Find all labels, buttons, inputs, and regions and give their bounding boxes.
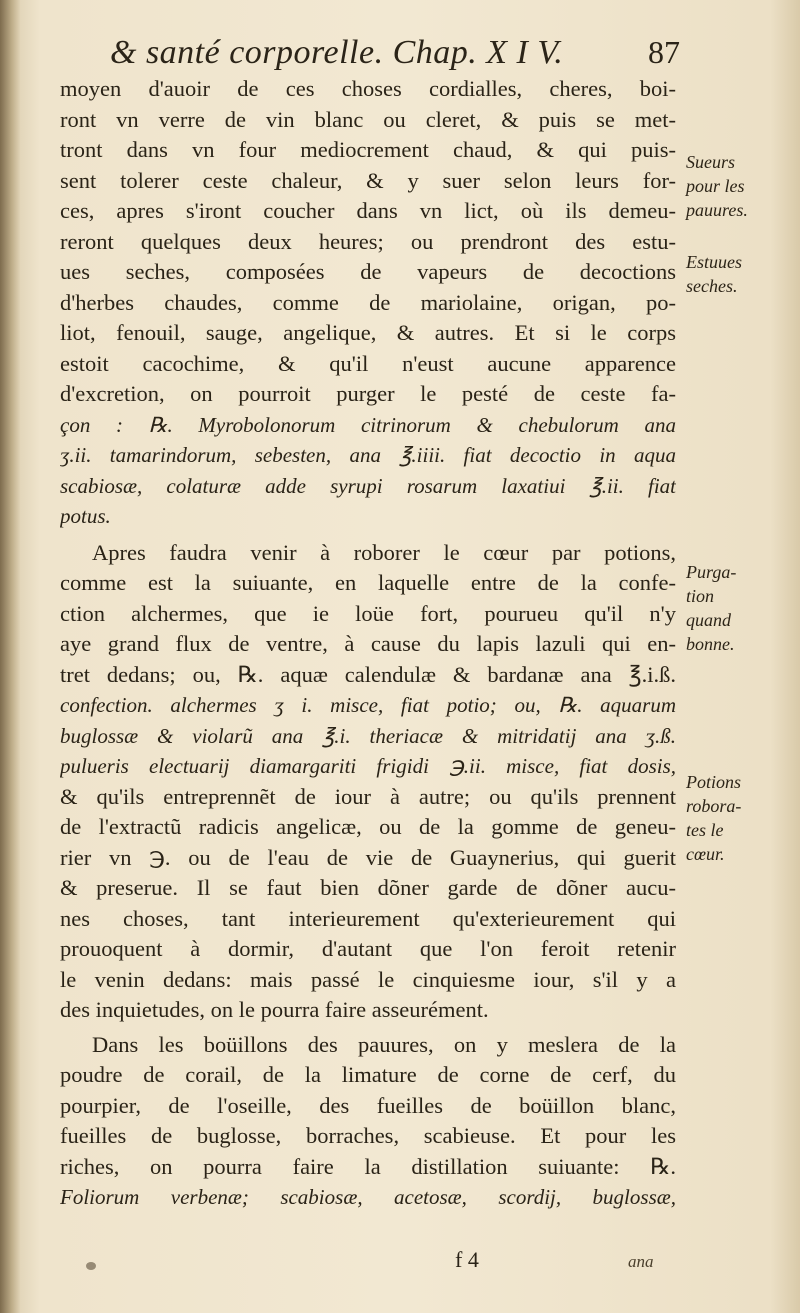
- text-line: Foliorum verbenæ; scabiosæ, acetosæ, scordij, buglossæ,: [60, 1185, 676, 1209]
- text-line: nes choses, tant interieurement qu'exterieurement qui: [60, 905, 676, 931]
- text-line: buglossæ & violarũ ana ℥.i. theriacæ & mitridatij ana ʒ.ß.: [60, 723, 676, 748]
- catchword: ana: [628, 1252, 654, 1271]
- text-line: des inquietudes, on le pourra faire asseurément.: [60, 997, 489, 1022]
- signature-mark: f 4: [455, 1247, 479, 1272]
- margin-note-line: seches.: [686, 276, 738, 296]
- text-line: tront dans vn four mediocrement chaud, & qui puis-: [60, 137, 676, 162]
- text-line: tret dedans; ou, ℞. aquæ calendulæ & bardanæ ana ℥.i.ß.: [60, 661, 676, 687]
- text-line: sent tolerer ceste chaleur, & y suer selon leurs for-: [60, 167, 676, 193]
- margin-note-line: robora-: [686, 796, 742, 816]
- margin-note-line: tes le: [686, 820, 724, 840]
- text-line: moyen d'auoir de ces choses cordialles, cheres, boi-: [60, 76, 676, 101]
- margin-note: [686, 250, 796, 298]
- margin-note-line: cœur.: [686, 844, 725, 864]
- margin-note-line: Purga-: [686, 562, 737, 582]
- text-line: pourpier, de l'oseille, des fueilles de boüillon blanc,: [60, 1092, 676, 1118]
- text-line: poudre de corail, de la limature de corne de cerf, du: [60, 1062, 676, 1087]
- text-line: scabiosæ, colaturæ adde syrupi rosarum laxatiui ℥.ii. fiat: [60, 473, 676, 498]
- text-line: & qu'ils entreprennẽt de iour à autre; ou qu'ils prennent: [60, 783, 676, 809]
- text-line: d'herbes chaudes, comme de mariolaine, origan, po-: [60, 289, 676, 315]
- text-line: ront vn verre de vin blanc ou cleret, & puis se met-: [60, 106, 676, 132]
- margin-note-line: Potions: [686, 772, 742, 792]
- text-line: ues seches, composées de vapeurs de decoctions: [60, 259, 676, 284]
- text-line: riches, on pourra faire la distillation suiuante: ℞.: [60, 1153, 676, 1179]
- text-line: de l'extractũ radicis angelicæ, ou de la gomme de geneu-: [60, 814, 676, 839]
- text-line: fueilles de buglosse, borraches, scabieuse. Et pour les: [60, 1123, 676, 1148]
- text-line: rier vn ℈. ou de l'eau de vie de Guaynerius, qui guerit: [60, 844, 676, 870]
- text-line: reront quelques deux heures; ou prendront des estu-: [60, 228, 676, 254]
- margin-note-line: tion: [686, 586, 715, 606]
- page-number: 87: [648, 34, 680, 70]
- text-line: prouoquent à dormir, d'autant que l'on feroit retenir: [60, 936, 676, 961]
- margin-note-line: Sueurs: [686, 152, 735, 172]
- text-line: aye grand flux de ventre, à cause du lapis lazuli qui en-: [60, 631, 676, 656]
- text-line: potus.: [60, 504, 111, 528]
- margin-note-line: Estuues: [686, 252, 742, 272]
- margin-note: [686, 770, 796, 866]
- book-spine-shadow: [0, 0, 20, 1313]
- text-line: & preserue. Il se faut bien dõner garde de dõner aucu-: [60, 875, 676, 900]
- text-line: pulueris electuarij diamargariti frigidi ℈.ii. misce, fiat dosis,: [60, 754, 676, 778]
- text-line: estoit cacochime, & qu'il n'eust aucune apparence: [60, 350, 676, 376]
- text-line: ction alchermes, que ie loüe fort, pourueu qu'il n'y: [60, 600, 676, 626]
- margin-note-line: pauures.: [686, 200, 748, 220]
- ink-stain: [86, 1262, 96, 1270]
- text-line: Apres faudra venir à roborer le cœur par potions,: [92, 539, 676, 565]
- margin-note-line: pour les: [686, 176, 745, 196]
- margin-note-line: bonne.: [686, 634, 735, 654]
- running-title: & santé corporelle. Chap. X I V.: [110, 34, 564, 71]
- text-line: Dans les boüillons des pauures, on y meslera de la: [92, 1031, 676, 1057]
- margin-note: [686, 150, 796, 222]
- body-text: [60, 74, 676, 1213]
- text-line: d'excretion, on pourroit purger le pesté de ceste fa-: [60, 381, 676, 406]
- text-line: liot, fenouil, sauge, angelique, & autres. Et si le corps: [60, 320, 676, 345]
- margin-note: [686, 560, 796, 656]
- text-line: ces, apres s'iront coucher dans vn lict, où ils demeu-: [60, 198, 676, 223]
- text-line: comme est la suiuante, en laquelle entre de la confe-: [60, 570, 676, 595]
- text-line: le venin dedans: mais passé le cinquiesme iour, s'il y a: [60, 966, 676, 992]
- margin-note-line: quand: [686, 610, 731, 630]
- text-line: confection. alchermes ʒ i. misce, fiat potio; ou, ℞. aquarum: [60, 693, 676, 717]
- text-line: çon : ℞. Myrobolonorum citrinorum & chebulorum ana: [60, 412, 676, 437]
- text-line: ʒ.ii. tamarindorum, sebesten, ana ℥.iiii. fiat decoctio in aqua: [60, 443, 676, 467]
